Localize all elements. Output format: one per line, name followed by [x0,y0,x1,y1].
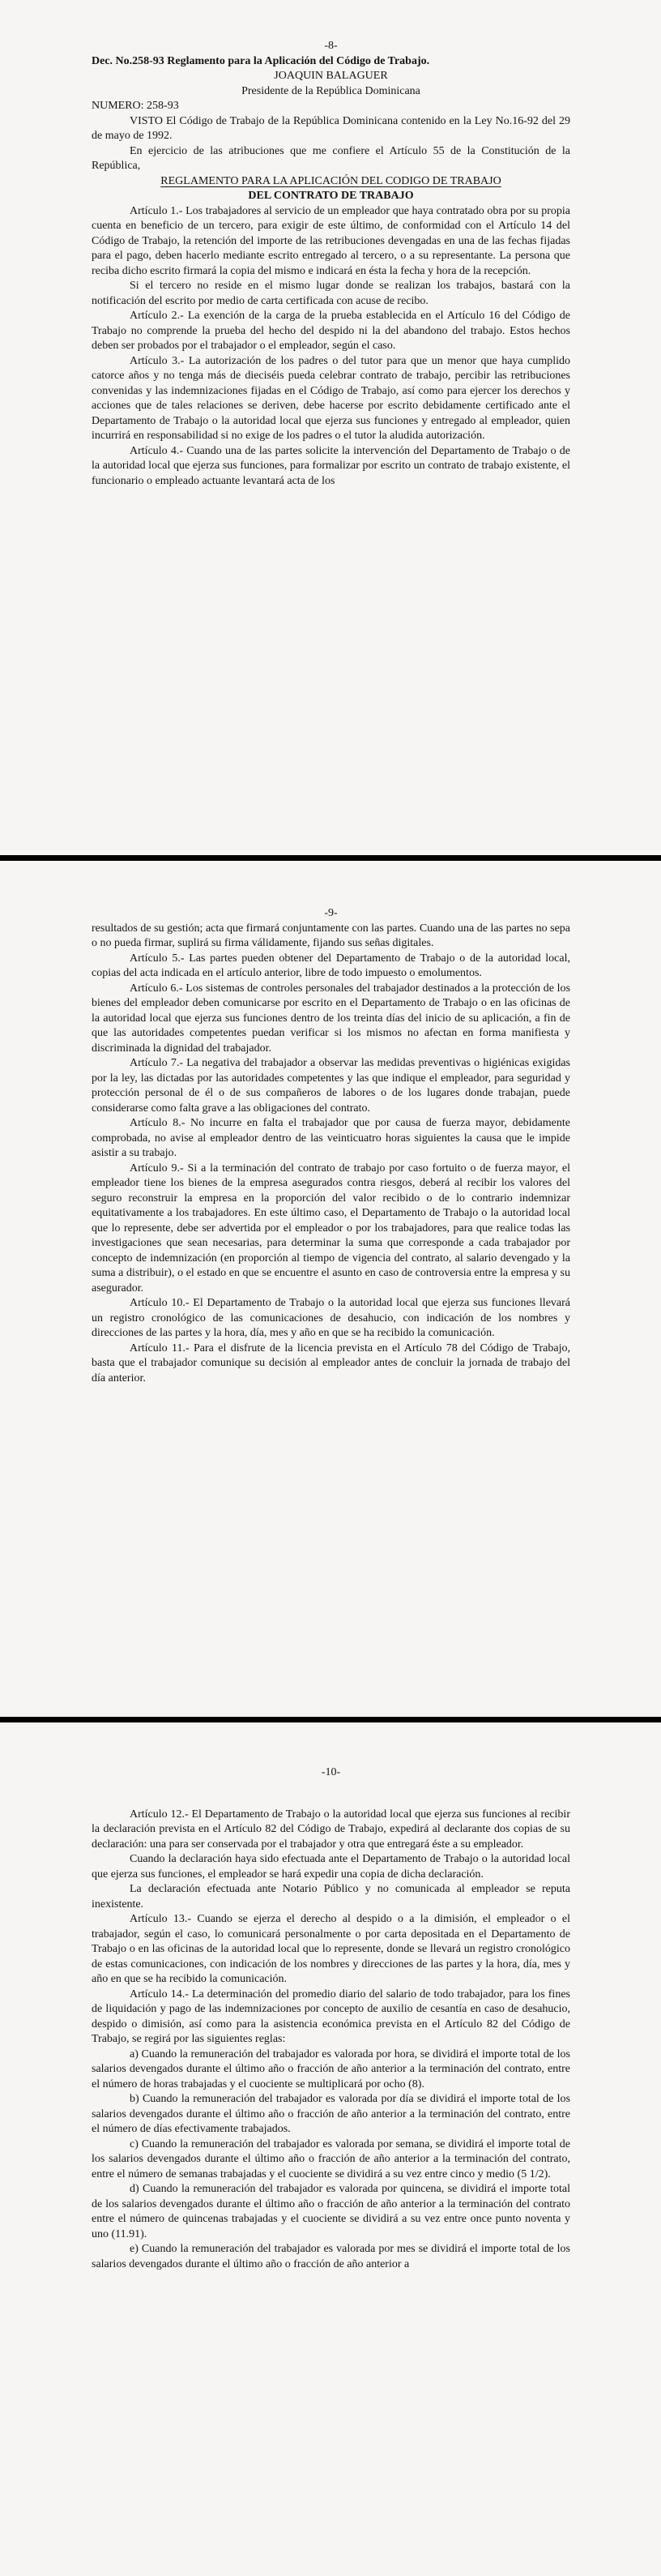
page-number: -9- [324,907,338,919]
document-title: Dec. No.258-93 Reglamento para la Aplicación del Código de Trabajo. [92,54,430,67]
chapter-heading-del-contrato: DEL CONTRATO DE TRABAJO [248,190,414,202]
page-divider [0,855,661,861]
page-8-content [92,54,570,490]
articulo-12-parrafo-2: Cuando la declaración haya sido efectuada ante el Departamento de Trabajo o la autoridad local que ejerza sus funciones, el empleador se hará expedir una copia de dicha declaración. [92,1853,570,1881]
articulo-3: Artículo 3.- La autorización de los padres o del tutor para que un menor que haya cumplido catorce años y no tenga más de dieciséis pueda celebrar contrato de trabajo, percibir las retribuciones convenidas y las indemnizaciones fijadas en el Código de Trabajo, así como para ejercer los derechos y acciones que de tales relaciones se deriven, debe hacerse por escrito debidamente certificado ante el Departamento de Trabajo o la autoridad local que ejerza sus funciones y entregado al empleador, quien incurrirá en responsabilidad si no exige de los padres o el tutor la aludida autorización. [92,354,570,442]
articulo-7: Artículo 7.- La negativa del trabajador a observar las medidas preventivas o higiénicas exigidas por la ley, las dictadas por las autoridades competentes y las que indique el empleador, para seguridad y protección personal de él o de sus compañeros de labores o de los lugares donde trabajan, puede considerarse como falta grave a las obligaciones del contrato. [92,1057,570,1115]
page-9-content [92,922,570,1387]
articulo-1: Artículo 1.- Los trabajadores al servicio de un empleador que haya contratado obra por su propia cuenta en beneficio de un tercero, para exigir de este último, de conformidad con el Artículo 14 del Código de Trabajo, la retención del importe de las retribuciones devengadas en una de las fechas fijadas para el pago, deben hacerlo mediante escrito entregado al tercero, o a su representante. La persona que reciba dicho escrito firmará la copia del mismo e indicará en ésta la fecha y hora de la recepción. [92,204,570,277]
regla-a: a) Cuando la remuneración del trabajador es valorada por hora, se dividirá el importe total de los salarios devengados durante el último año o fracción de año anterior a la terminación del contrato, entre el número de horas trabajadas y el cuociente se multiplicará por ocho (8). [92,2048,570,2090]
regla-e: e) Cuando la remuneración del trabajador es valorada por mes se dividirá el importe total de los salarios devengados durante el último año o fracción de año anterior a [92,2243,570,2270]
page-number: -10- [321,1766,341,1778]
articulo-2: Artículo 2.- La exención de la carga de la prueba establecida en el Artículo 16 del Código de Trabajo no comprende la prueba del hecho del despido ni la del abandono del trabajo. Estos hechos deben ser probados por el trabajador o el empleador, según el caso. [92,310,570,352]
articulo-5: Artículo 5.- Las partes pueden obtener del Departamento de Trabajo o de la autoridad local, copias del acta indicada en el artículo anterior, libre de todo impuesto o emolumentos. [92,952,570,979]
articulo-11: Artículo 11.- Para el disfrute de la licencia prevista en el Artículo 78 del Código de Trabajo, basta que el trabajador comunique su decisión al empleador antes de concluir la jornada de trabajo del día anterior. [92,1341,570,1384]
regla-d: d) Cuando la remuneración del trabajador es valorada por quincena, se dividirá el importe total de los salarios devengados durante el último año o fracción de año anterior a la terminación del contrato entre el número de quincenas trabajadas y el cuociente se dividirá a su vez entre once punto noventa y uno (11.91). [92,2183,570,2240]
articulo-8: Artículo 8.- No incurre en falta el trabajador que por causa de fuerza mayor, debidamente comprobada, no avise al empleador dentro de las veinticuatro horas siguientes la causa que le impide asistir a su trabajo. [92,1117,570,1159]
articulo-13: Artículo 13.- Cuando se ejerza el derecho al despido o a la dimisión, el empleador o el trabajador, según el caso, lo comunicará personalmente o por carta depositada en el Departamento de Trabajo o en las oficinas de la autoridad local que lo represente, donde se llevará un registro cronológico de estas comunicaciones, con indicación de los nombres y direcciones de las partes y la hora, día, mes y año en que se ha recibido la comunicación. [92,1913,570,1985]
page-divider [0,1717,661,1722]
decree-number: NUMERO: 258-93 [92,100,179,112]
articulo-9: Artículo 9.- Si a la terminación del contrato de trabajo por caso fortuito o de fuerza mayor, el empleador tiene los bienes de la empresa asegurados contra riesgos, deberá al recibir los valores del seguro reconstruir la empresa en la proporción del valor recibido o de lo contrario indemnizar equitativamente a los trabajadores. En este último caso, el Departamento de Trabajo o la autoridad local que lo represente, debe ser advertida por el empleador o por los trabajadores, para que realice todas las investigaciones que sean necesarias, para determinar la suma que corresponde a cada trabajador por concepto de indemnización (en proporción al tiempo de vigencia del contrato, al salario devengado y la suma a distribuir), o el estado en que se encuentre el asunto en caso de controversia entre la empresa y su asegurador. [92,1162,570,1294]
president-title: Presidente de la República Dominicana [241,84,420,97]
document-page-9 [0,861,661,1717]
document-page-10 [0,1722,661,2576]
document-page-8 [0,0,661,855]
president-name: JOAQUIN BALAGUER [274,70,388,82]
paragraph-en-ejercicio: En ejercicio de las atribuciones que me confiere el Artículo 55 de la Constitución de la República, [92,144,570,172]
paragraph-visto: VISTO El Código de Trabajo de la República Dominicana contenido en la Ley No.16-92 del 29 de mayo de 1992. [92,114,570,142]
articulo-6: Artículo 6.- Los sistemas de controles personales del trabajador destinados a la protección de los bienes del empleador deben comunicarse por escrito en el Departamento de Trabajo o en las oficinas de la autoridad local que ejerza sus funciones dentro de los treinta días del inicio de su aplicación, a fin de que las autoridades competentes puedan verificar si los mismos no afectan en forma manifiesta y discriminada la dignidad del trabajador. [92,982,570,1055]
articulo-12: Artículo 12.- El Departamento de Trabajo o la autoridad local que ejerza sus funciones al recibir la declaración prevista en el Artículo 82 del Código de Trabajo, expedirá al declarante dos copias de su declaración: una para ser conservada por el trabajador y otra que entregará éste a su empleador. [92,1808,570,1851]
articulo-10: Artículo 10.- El Departamento de Trabajo o la autoridad local que ejerza sus funciones llevará un registro cronológico de las comunicaciones de desahucio, con indicación de los nombres y direcciones de las partes y la hora, día, mes y año en que se ha recibido la comunicación. [92,1297,570,1339]
regla-c: c) Cuando la remuneración del trabajador es valorada por semana, se dividirá el importe total de los salarios devengados durante el último año o fracción de año anterior a la terminación del contrato, entre el número de semanas trabajadas y el cuociente se dividirá a su vez entre cinco y medio (5 1/2). [92,2137,570,2180]
articulo-14: Artículo 14.- La determinación del promedio diario del salario de todo trabajador, para los fines de liquidación y pago de las indemnizaciones por concepto de auxilio de cesantía en caso de desahucio, despido o dimisión, así como para la asistencia económica prevista en el Artículo 82 del Código de Trabajo, se regirá por las siguientes reglas: [92,1988,570,2045]
page-10-content [92,1808,570,2273]
page-number: -8- [324,40,338,52]
articulo-12-parrafo-3: La declaración efectuada ante Notario Público y no comunicada al empleador se reputa inexistente. [92,1883,570,1911]
articulo-4-continuacion: resultados de su gestión; acta que firmará conjuntamente con las partes. Cuando una de las partes no sepa o no pueda firmar, suplirá su firma válidamente, fijando sus señas digitales. [92,922,570,949]
articulo-1-parrafo-2: Si el tercero no reside en el mismo lugar donde se realizan los trabajos, bastará con la notificación del escrito por medio de carta certificada con acuse de recibo. [92,280,570,307]
regla-b: b) Cuando la remuneración del trabajador es valorada por día se dividirá el importe total de los salarios devengados durante el último año o fracción de año anterior a la terminación del contrato, entre el número de días efectivamente trabajados. [92,2093,570,2135]
reglamento-heading: REGLAMENTO PARA LA APLICACIÓN DEL CODIGO DE TRABAJO [160,174,501,187]
articulo-4: Artículo 4.- Cuando una de las partes solicite la intervención del Departamento de Trabajo o de la autoridad local que ejerza sus funciones, para formalizar por escrito un contrato de trabajo existente, el funcionario o empleado actuante levantará acta de los [92,444,570,487]
